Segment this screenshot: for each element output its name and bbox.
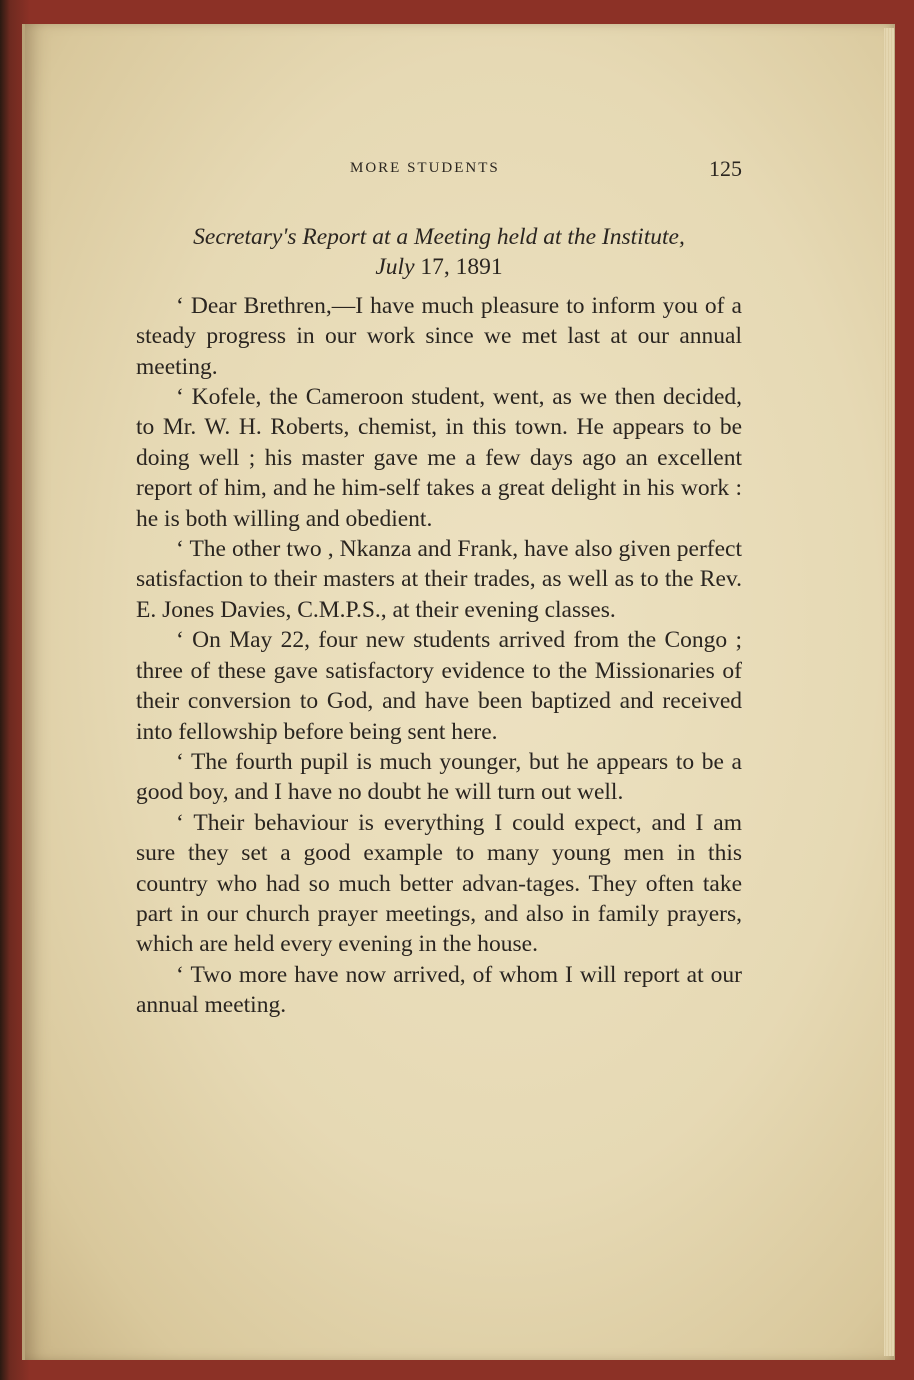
paragraph: ‘ The fourth pupil is much younger, but he appears to be a good boy, and I have no doubt he will turn out well. xyxy=(136,748,742,806)
heading-line-2 xyxy=(136,252,742,282)
heading-month: July xyxy=(375,254,415,281)
heading-line-1 xyxy=(136,222,742,252)
paragraph: ‘ Their behaviour is everything I could expect, and I am sure they set a good example to many young men in this country who had so much better advan-tages. They often take part in our church prayer meetings, and also in family prayers, which are held every evening in the house. xyxy=(136,809,742,958)
page-body xyxy=(136,222,742,1021)
paragraph: ‘ Two more have now arrived, of whom I will report at our annual meeting. xyxy=(136,961,742,1019)
report-heading xyxy=(136,222,742,283)
heading-title: Secretary's Report at a Meeting held at the Institute, xyxy=(193,224,685,250)
paragraph: ‘ The other two , Nkanza and Frank, have also given perfect satisfaction to their masters at their trades, as well as to the Rev. E. Jones Davies, C.M.P.S., at their evening classes. xyxy=(136,536,742,623)
heading-date: 17, 1891 xyxy=(414,254,503,281)
page-header xyxy=(0,156,914,186)
page-edges xyxy=(884,28,894,1356)
paragraph: ‘ On May 22, four new students arrived from the Congo ; three of these gave satisfactory evidence to the Missionaries of their conversion to God, and have been baptized and received into fellowship before being sent here. xyxy=(136,627,742,745)
paragraph: ‘ Dear Brethren,—I have much pleasure to inform you of a steady progress in our work since we met last at our annual meeting. xyxy=(136,292,742,380)
paragraph: ‘ Kofele, the Cameroon student, went, as we then decided, to Mr. W. H. Roberts, chemist, in this town. He appears to be doing well ; his master gave me a few days ago an excellent report of him, and he him-self takes a great delight in his work : he is both willing and obedient. xyxy=(136,384,742,532)
page-number: 125 xyxy=(709,156,742,181)
running-head: MORE STUDENTS xyxy=(350,160,500,176)
